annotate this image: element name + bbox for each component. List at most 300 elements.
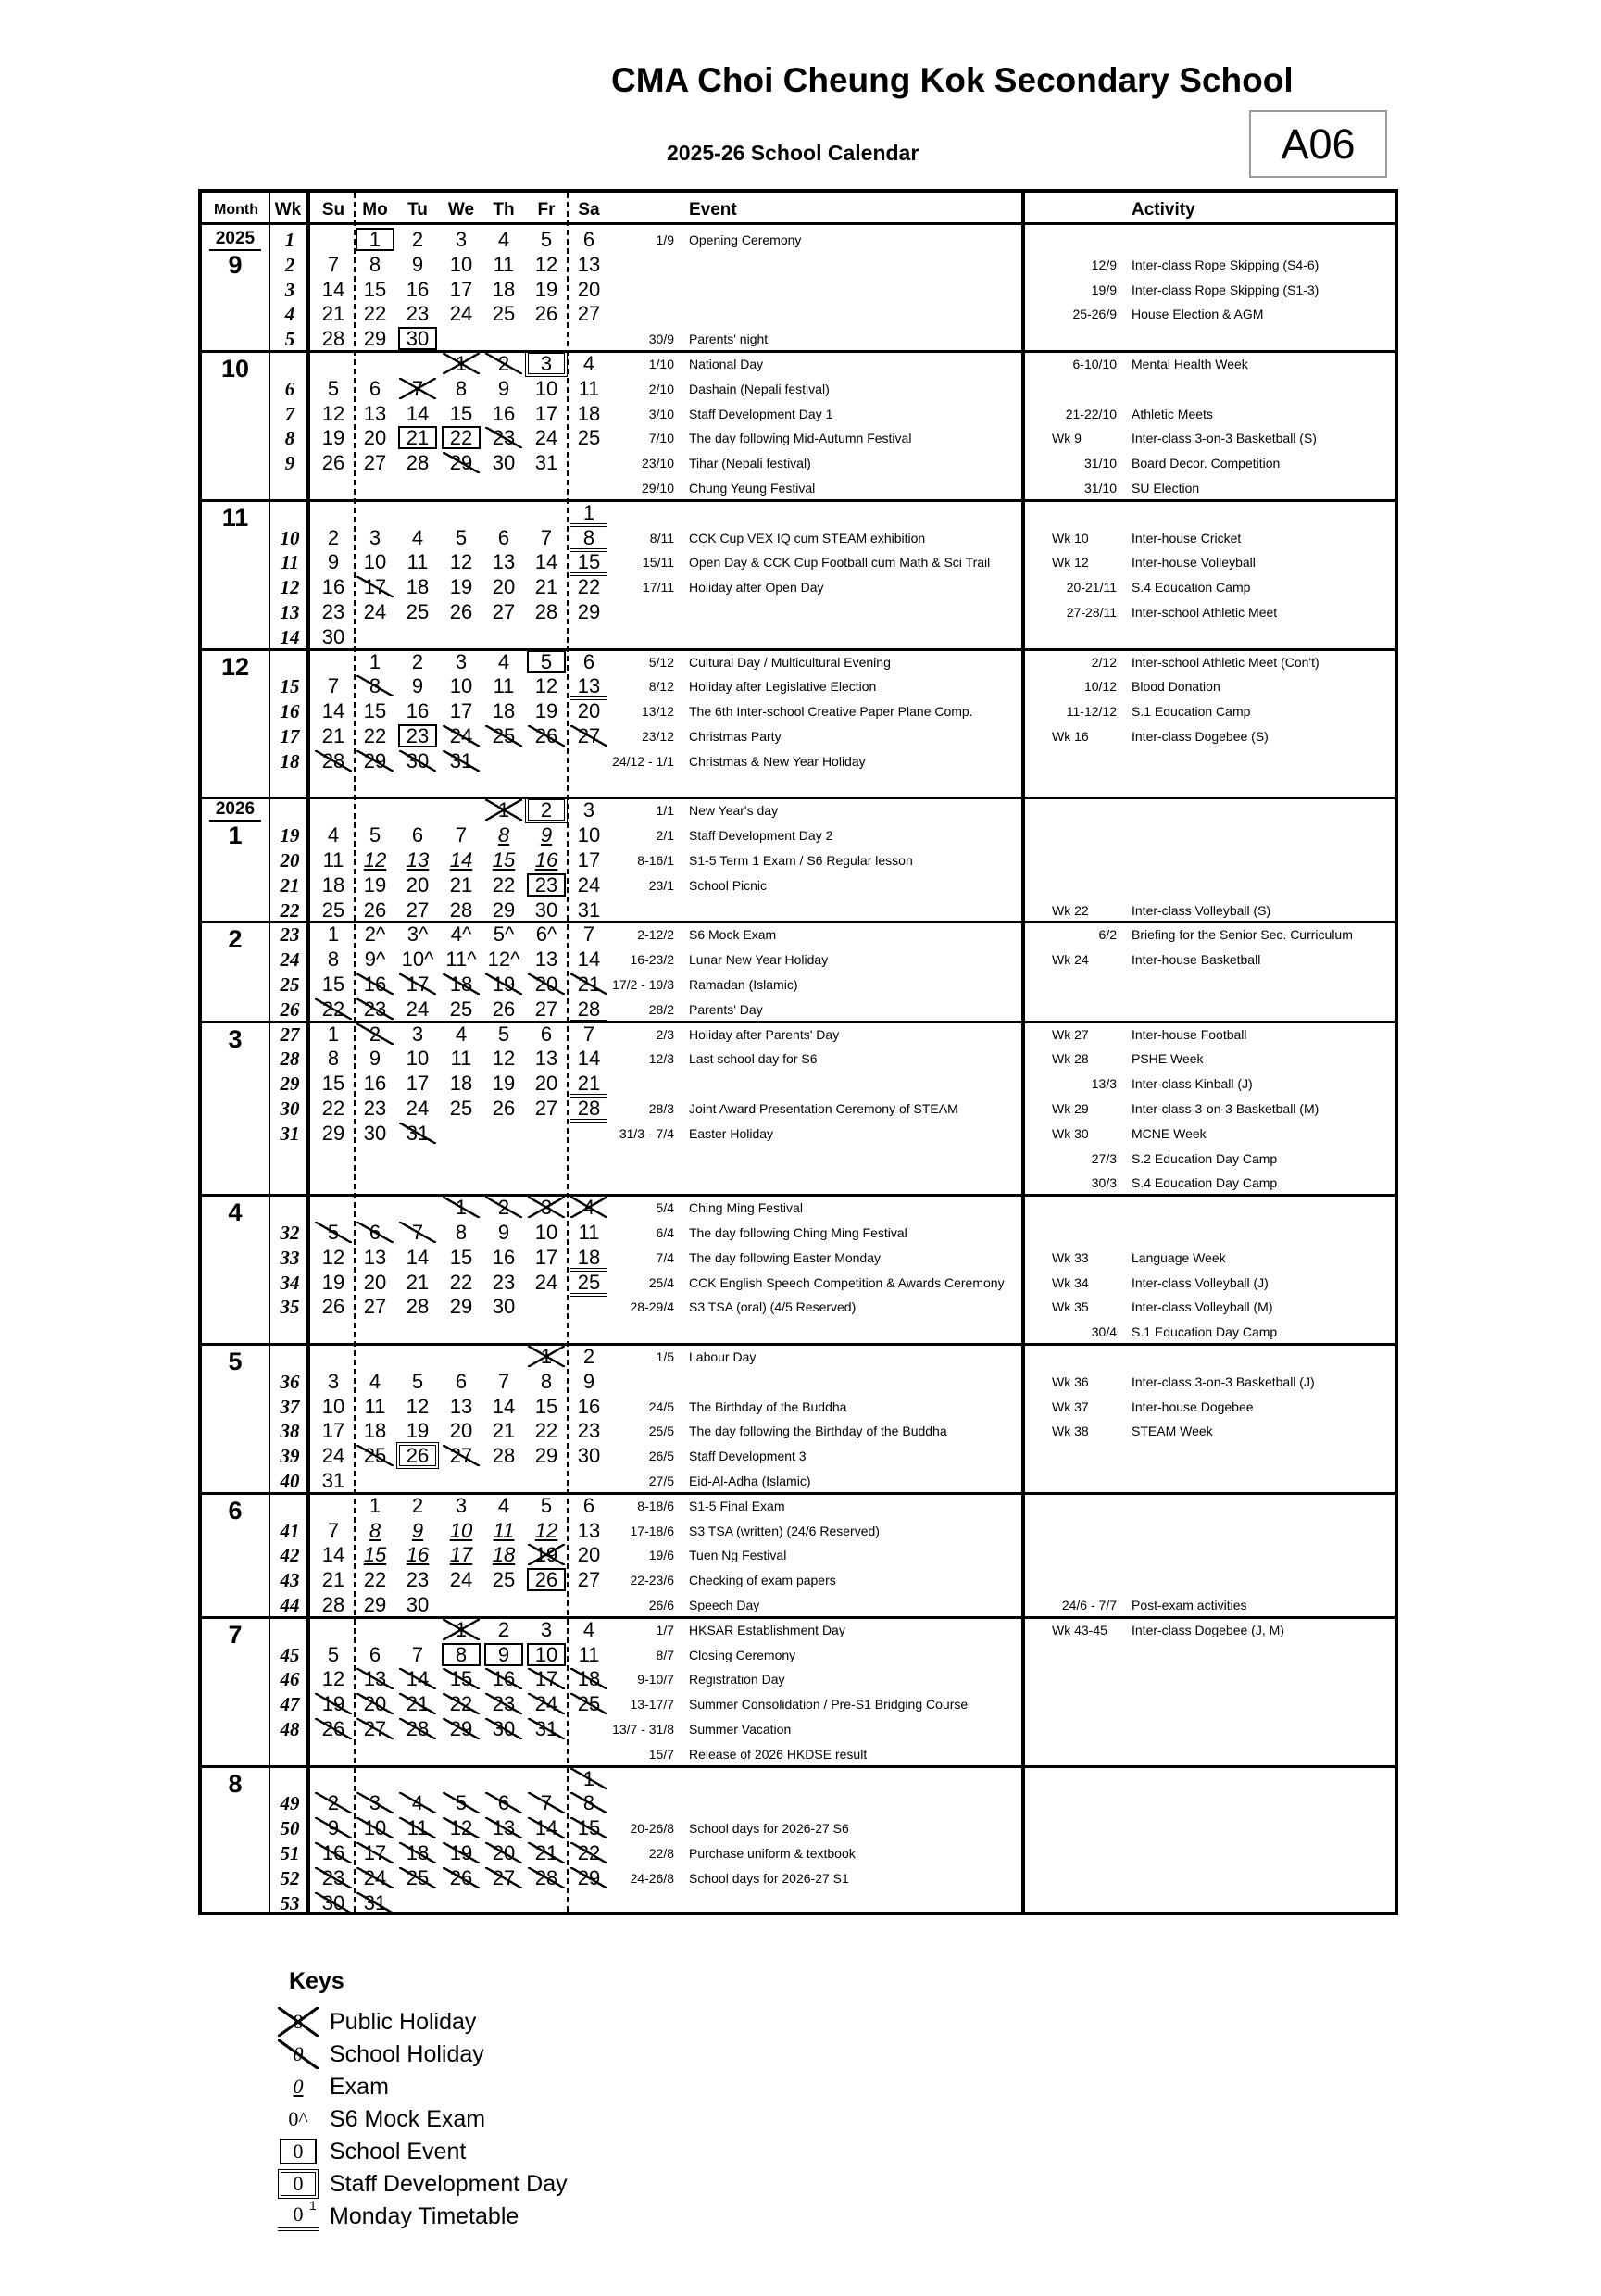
day-cell: 1 [443, 1619, 480, 1640]
key-label: Exam [330, 2074, 389, 2100]
day-cell: 31 [321, 1469, 345, 1492]
row-divider [202, 350, 1395, 353]
event-text: The day following the Birthday of the Buddha [689, 1424, 947, 1439]
day-cell: 25 [406, 600, 430, 623]
event-date: 26/6 [648, 1598, 674, 1612]
activity-date: Wk 12 [1052, 555, 1089, 571]
activity-text: Board Decor. Competition [1132, 456, 1281, 471]
day-header-tu: Tu [407, 200, 428, 220]
day-cell: 16 [577, 1394, 601, 1418]
day-cell: 30 [321, 624, 345, 648]
day-cell: 4 [327, 823, 340, 847]
day-cell: 13 [577, 1518, 601, 1542]
day-cell: 22 [570, 1842, 607, 1863]
day-cell: 5 [327, 376, 340, 400]
activity-text: Inter-class Volleyball (J) [1132, 1274, 1269, 1290]
day-cell: 20 [363, 1270, 387, 1294]
day-cell: 30 [406, 1593, 430, 1616]
day-cell: 12 [321, 1667, 345, 1691]
key-label: S6 Mock Exam [330, 2106, 486, 2132]
activity-text: Athletic Meets [1132, 406, 1213, 421]
day-cell: 4^ [450, 922, 472, 947]
event-text: CCK English Speech Competition & Awards Ceremony [689, 1274, 1005, 1290]
day-cell: 23 [577, 1419, 601, 1443]
event-date: 23/10 [641, 456, 674, 471]
day-cell: 14 [449, 848, 473, 872]
day-cell: 23 [321, 600, 345, 623]
event-date: 17-18/6 [630, 1523, 674, 1538]
day-cell: 10 [356, 1817, 394, 1838]
day-cell: 10 [534, 376, 558, 400]
day-cell: 20 [492, 575, 516, 599]
day-cell: 14 [406, 1245, 430, 1269]
day-cell: 4 [497, 228, 510, 251]
day-cell: 8 [369, 252, 381, 276]
day-cell: 9^ [364, 947, 386, 972]
day-cell: 4 [369, 1369, 381, 1393]
event-text: Purchase uniform & textbook [689, 1846, 856, 1861]
event-text: Tihar (Nepali festival) [689, 456, 811, 471]
event-date: 13-17/7 [630, 1697, 674, 1713]
event-text: Lunar New Year Holiday [689, 952, 829, 968]
event-date: 25/4 [648, 1274, 674, 1290]
day-cell: 12 [321, 401, 345, 425]
day-cell: 10 [577, 823, 601, 847]
day-cell: 6 [582, 1493, 595, 1517]
day-cell: 8 [327, 1047, 340, 1071]
week-number: 16 [280, 700, 300, 723]
day-cell: 10 [363, 550, 387, 574]
day-cell: 13 [534, 947, 558, 972]
day-cell: 28 [492, 1444, 516, 1468]
activity-text: Inter-class Volleyball (M) [1132, 1299, 1273, 1315]
month-label: 8 [228, 1769, 243, 1798]
day-cell: 26 [315, 1718, 352, 1739]
week-number: 20 [280, 849, 300, 872]
day-cell: 9 [315, 1817, 352, 1838]
key-label: School Event [330, 2139, 467, 2164]
event-date: 8/11 [649, 530, 674, 546]
day-cell: 17 [449, 1543, 473, 1567]
day-cell: 30 [492, 451, 516, 475]
activity-text: Mental Health Week [1132, 357, 1248, 371]
activity-date: Wk 22 [1052, 902, 1089, 918]
day-cell: 11 [450, 1047, 472, 1071]
day-cell: 16 [406, 277, 430, 301]
day-cell: 21 [570, 973, 607, 995]
week-number: 15 [280, 675, 300, 698]
day-cell: 22 [363, 1568, 387, 1592]
event-text: Checking of exam papers [689, 1573, 836, 1588]
day-cell: 30 [315, 1892, 352, 1913]
day-cell: 14 [399, 1668, 436, 1689]
day-cell: 22 [534, 1419, 558, 1443]
activity-text: SU Election [1132, 481, 1200, 496]
day-cell: 18 [321, 872, 345, 897]
row-divider [202, 1194, 1395, 1197]
day-cell: 14 [534, 550, 558, 574]
day-cell: 4 [582, 1617, 595, 1641]
event-text: Parents' Day [689, 1001, 763, 1017]
day-cell: 1 [443, 1197, 480, 1218]
event-text: National Day [689, 357, 764, 371]
day-cell: 7 [528, 1792, 565, 1813]
day-cell: 25 [449, 997, 473, 1021]
week-number: 43 [280, 1569, 300, 1592]
day-cell: 5 [497, 1022, 510, 1046]
day-cell: 7 [455, 823, 468, 847]
month-label: 12 [220, 652, 250, 681]
event-text: Cultural Day / Multicultural Evening [689, 654, 891, 670]
day-cell: 7 [582, 1022, 595, 1046]
day-cell: 17 [534, 401, 558, 425]
event-date: 9-10/7 [637, 1672, 674, 1687]
day-cell: 26 [528, 725, 565, 747]
week-number: 22 [280, 898, 300, 922]
day-cell: 13 [363, 1245, 387, 1269]
event-date: 23/12 [641, 729, 674, 744]
day-cell: 25 [356, 1445, 394, 1466]
day-cell: 24 [321, 1444, 345, 1468]
day-cell: 10 [449, 674, 473, 698]
event-text: Closing Ceremony [689, 1647, 796, 1662]
week-number: 23 [280, 923, 300, 947]
activity-date: 21-22/10 [1065, 406, 1117, 421]
event-text: S6 Mock Exam [689, 927, 777, 943]
day-cell: 12 [406, 1394, 430, 1418]
activity-date: 6/2 [1098, 927, 1117, 943]
day-cell: 2 [315, 1792, 352, 1813]
day-cell: 15 [363, 277, 387, 301]
day-cell: 18 [492, 1543, 516, 1567]
day-cell: 21 [570, 1073, 607, 1098]
day-cell: 2 [411, 1493, 424, 1517]
day-cell: 4 [497, 649, 510, 673]
activity-date: Wk 28 [1052, 1051, 1089, 1067]
day-cell: 26 [492, 1097, 516, 1120]
day-cell: 3 [411, 1022, 424, 1046]
day-cell: 11 [322, 848, 344, 872]
activity-text: Inter-class 3-on-3 Basketball (S) [1132, 431, 1317, 446]
month-label: 4 [228, 1198, 243, 1227]
day-cell: 21 [321, 1568, 345, 1592]
key-symbol: 0 [278, 2202, 319, 2231]
activity-text: Inter-class Dogebee (S) [1132, 729, 1269, 744]
day-cell: 1 [570, 502, 607, 527]
day-header-we: We [447, 200, 475, 220]
month-label: 1 [228, 822, 243, 850]
event-text: S1-5 Final Exam [689, 1498, 785, 1513]
day-cell: 17 [449, 699, 473, 723]
event-date: 22/8 [648, 1846, 674, 1861]
activity-date: 31/10 [1083, 481, 1117, 496]
day-cell: 20 [449, 1419, 473, 1443]
event-text: Release of 2026 HKDSE result [689, 1746, 868, 1762]
day-cell: 13 [534, 1047, 558, 1071]
activity-date: Wk 34 [1052, 1274, 1089, 1290]
day-cell: 17 [356, 1842, 394, 1863]
day-cell: 29 [321, 1121, 345, 1145]
week-number: 50 [280, 1817, 300, 1840]
day-cell: 9 [485, 1644, 522, 1665]
day-cell: 20 [577, 277, 601, 301]
activity-date: Wk 10 [1052, 530, 1089, 546]
day-cell: 26 [528, 1569, 565, 1590]
day-cell: 2 [497, 1617, 510, 1641]
day-cell: 2 [528, 799, 565, 821]
row-divider [202, 1765, 1395, 1768]
day-cell: 13 [577, 252, 601, 276]
day-cell: 19 [406, 1419, 430, 1443]
day-cell: 8 [369, 1518, 381, 1542]
day-cell: 1 [327, 922, 340, 947]
week-number: 40 [280, 1470, 300, 1492]
activity-date: Wk 33 [1052, 1249, 1089, 1265]
week-number: 29 [280, 1073, 300, 1096]
day-cell: 28 [449, 897, 473, 922]
activity-date: Wk 43-45 [1052, 1622, 1107, 1637]
event-text: Parents' night [689, 332, 769, 347]
week-number: 26 [280, 997, 300, 1021]
day-cell: 18 [492, 277, 516, 301]
day-cell: 22 [443, 427, 480, 448]
day-cell: 19 [363, 872, 387, 897]
day-cell: 4 [570, 1197, 607, 1218]
week-number: 24 [280, 948, 300, 972]
event-text: S1-5 Term 1 Exam / S6 Regular lesson [689, 853, 913, 868]
day-cell: 5 [540, 1493, 553, 1517]
day-cell: 7 [411, 1642, 424, 1666]
event-text: The day following Ching Ming Festival [689, 1225, 907, 1240]
day-cell: 19 [321, 426, 345, 450]
day-cell: 19 [534, 699, 558, 723]
activity-text: Inter-class Kinball (J) [1132, 1076, 1253, 1092]
day-cell: 9 [369, 1047, 381, 1071]
event-date: 17/11 [643, 580, 674, 596]
week-number: 34 [280, 1271, 300, 1294]
day-cell: 3 [356, 1792, 394, 1813]
day-cell: 10 [321, 1394, 345, 1418]
day-cell: 28 [315, 750, 352, 772]
day-cell: 5 [315, 1222, 352, 1243]
day-cell: 8 [443, 1644, 480, 1665]
event-text: School days for 2026-27 S6 [689, 1821, 849, 1837]
event-date: 8-18/6 [637, 1498, 674, 1513]
activity-text: Inter-house Football [1132, 1026, 1247, 1042]
day-cell: 17 [321, 1419, 345, 1443]
day-cell: 3 [369, 525, 381, 549]
event-date: 8/7 [656, 1647, 674, 1662]
activity-text: Briefing for the Senior Sec. Curriculum [1132, 927, 1353, 943]
day-cell: 5 [411, 1369, 424, 1393]
month-label: 7 [228, 1620, 243, 1649]
week-number: 4 [284, 303, 295, 326]
activity-date: 31/10 [1083, 456, 1117, 471]
day-cell: 14 [406, 401, 430, 425]
day-cell: 10 [406, 1047, 430, 1071]
day-cell: 25 [570, 1693, 607, 1714]
event-date: 7/10 [648, 431, 674, 446]
day-cell: 22 [443, 1693, 480, 1714]
day-cell: 2 [356, 1023, 394, 1045]
day-cell: 27 [577, 302, 601, 326]
day-cell: 22 [363, 724, 387, 747]
day-cell: 21 [321, 302, 345, 326]
day-cell: 30 [534, 897, 558, 922]
week-number: 7 [284, 402, 295, 425]
week-number: 52 [280, 1866, 300, 1889]
day-cell: 1 [485, 799, 522, 821]
day-cell: 13 [485, 1817, 522, 1838]
day-cell: 3 [455, 1493, 468, 1517]
day-cell: 23 [399, 725, 436, 747]
event-text: The 6th Inter-school Creative Paper Plane Comp. [689, 704, 973, 720]
activity-text: Inter-class 3-on-3 Basketball (M) [1132, 1101, 1320, 1116]
event-text: Eid-Al-Adha (Islamic) [689, 1474, 811, 1488]
key-symbol: 0^ [288, 2107, 308, 2130]
event-date: 24-26/8 [630, 1870, 674, 1886]
event-text: Labour Day [689, 1349, 757, 1364]
activity-text: Inter-school Athletic Meet (Con't) [1132, 654, 1320, 670]
activity-text: MCNE Week [1132, 1125, 1207, 1141]
day-cell: 20 [363, 426, 387, 450]
day-cell: 15 [570, 1817, 607, 1838]
activity-date: 12/9 [1091, 257, 1117, 272]
day-cell: 15 [449, 401, 473, 425]
day-header-mo: Mo [362, 200, 388, 220]
activity-text: PSHE Week [1132, 1051, 1204, 1067]
day-cell: 10 [449, 252, 473, 276]
event-text: Joint Award Presentation Ceremony of STEAM [689, 1101, 958, 1116]
day-cell: 13 [492, 550, 516, 574]
event-date: 20-26/8 [630, 1821, 674, 1837]
event-text: CCK Cup VEX IQ cum STEAM exhibition [689, 530, 926, 546]
day-cell: 2 [582, 1345, 595, 1368]
month-label: 3 [228, 1024, 243, 1053]
day-cell: 6 [369, 376, 381, 400]
day-cell: 25 [570, 1272, 607, 1297]
column-divider [269, 193, 270, 1912]
event-date: 28-29/4 [630, 1299, 674, 1315]
activity-text: Inter-house Basketball [1132, 952, 1261, 968]
day-cell: 26 [321, 451, 345, 475]
day-cell: 11 [578, 1221, 600, 1244]
activity-text: Inter-class 3-on-3 Basketball (J) [1132, 1374, 1315, 1389]
day-cell: 15 [492, 848, 516, 872]
day-cell: 15 [363, 1543, 387, 1567]
event-text: The day following Easter Monday [689, 1249, 881, 1265]
day-cell: 27 [406, 897, 430, 922]
day-cell: 18 [570, 1247, 607, 1272]
day-cell: 28 [534, 600, 558, 623]
day-cell: 27 [363, 1295, 387, 1319]
activity-text: S.1 Education Camp [1132, 704, 1251, 720]
day-cell: 20 [356, 1693, 394, 1714]
day-cell: 21 [321, 724, 345, 747]
day-cell: 30 [577, 1444, 601, 1468]
week-number: 30 [280, 1098, 300, 1120]
day-cell: 8 [356, 675, 394, 696]
event-date: 16-23/2 [630, 952, 674, 968]
day-cell: 29 [570, 1867, 607, 1888]
day-cell: 29 [449, 1295, 473, 1319]
day-cell: 16 [492, 401, 516, 425]
day-cell: 17 [528, 1668, 565, 1689]
day-cell: 18 [449, 1072, 473, 1096]
event-date: 22-23/6 [630, 1573, 674, 1588]
event-text: HKSAR Establishment Day [689, 1622, 845, 1637]
key-symbol: 0 [278, 2039, 319, 2069]
activity-date: Wk 27 [1052, 1026, 1089, 1042]
day-cell: 18 [443, 973, 480, 995]
key-item [278, 2104, 556, 2136]
day-cell: 4 [497, 1493, 510, 1517]
day-cell: 12 [534, 1518, 558, 1542]
day-cell: 30 [485, 1718, 522, 1739]
day-cell: 24 [406, 997, 430, 1021]
event-date: 13/7 - 31/8 [612, 1722, 674, 1737]
week-number: 1 [284, 229, 295, 251]
week-number: 49 [280, 1792, 300, 1815]
day-cell: 3 [327, 1369, 340, 1393]
row-divider [202, 499, 1395, 502]
day-cell: 23 [406, 1568, 430, 1592]
week-number: 14 [280, 625, 300, 648]
day-cell: 15 [570, 551, 607, 576]
day-cell: 12 [443, 1817, 480, 1838]
event-text: Dashain (Nepali festival) [689, 381, 830, 396]
day-cell: 15 [321, 972, 345, 996]
week-number: 19 [280, 824, 300, 847]
activity-header: Activity [1132, 200, 1195, 220]
day-cell: 15 [443, 1668, 480, 1689]
day-cell: 28 [399, 1718, 436, 1739]
week-number: 38 [280, 1420, 300, 1443]
day-cell: 24 [528, 1693, 565, 1714]
event-date: 28/2 [648, 1001, 674, 1017]
event-text: Christmas & New Year Holiday [689, 753, 866, 769]
activity-text: STEAM Week [1132, 1424, 1213, 1439]
key-item [278, 2169, 568, 2201]
event-text: Staff Development 3 [689, 1449, 807, 1464]
keys-title: Keys [289, 1968, 344, 1994]
day-cell: 29 [356, 750, 394, 772]
day-cell: 3 [582, 798, 595, 822]
day-cell: 25 [492, 1568, 516, 1592]
key-label: Staff Development Day [330, 2171, 568, 2197]
day-cell: 29 [534, 1444, 558, 1468]
event-text: The Birthday of the Buddha [689, 1399, 847, 1414]
day-cell: 6 [369, 1642, 381, 1666]
day-cell: 24 [443, 725, 480, 747]
event-date: 1/10 [648, 357, 674, 371]
day-cell: 11^ [445, 947, 477, 972]
day-cell: 21 [399, 427, 436, 448]
key-item [278, 2039, 556, 2071]
day-cell: 31 [528, 1718, 565, 1739]
day-cell: 21 [534, 575, 558, 599]
day-cell: 4 [455, 1022, 468, 1046]
day-cell: 1 [369, 649, 381, 673]
day-cell: 17 [534, 1245, 558, 1269]
day-cell: 3 [455, 228, 468, 251]
day-cell: 27 [356, 1718, 394, 1739]
day-cell: 7 [540, 525, 553, 549]
event-date: 2/1 [656, 828, 674, 844]
activity-date: Wk 35 [1052, 1299, 1089, 1315]
activity-text: S.4 Education Day Camp [1132, 1175, 1278, 1191]
day-cell: 24 [449, 302, 473, 326]
